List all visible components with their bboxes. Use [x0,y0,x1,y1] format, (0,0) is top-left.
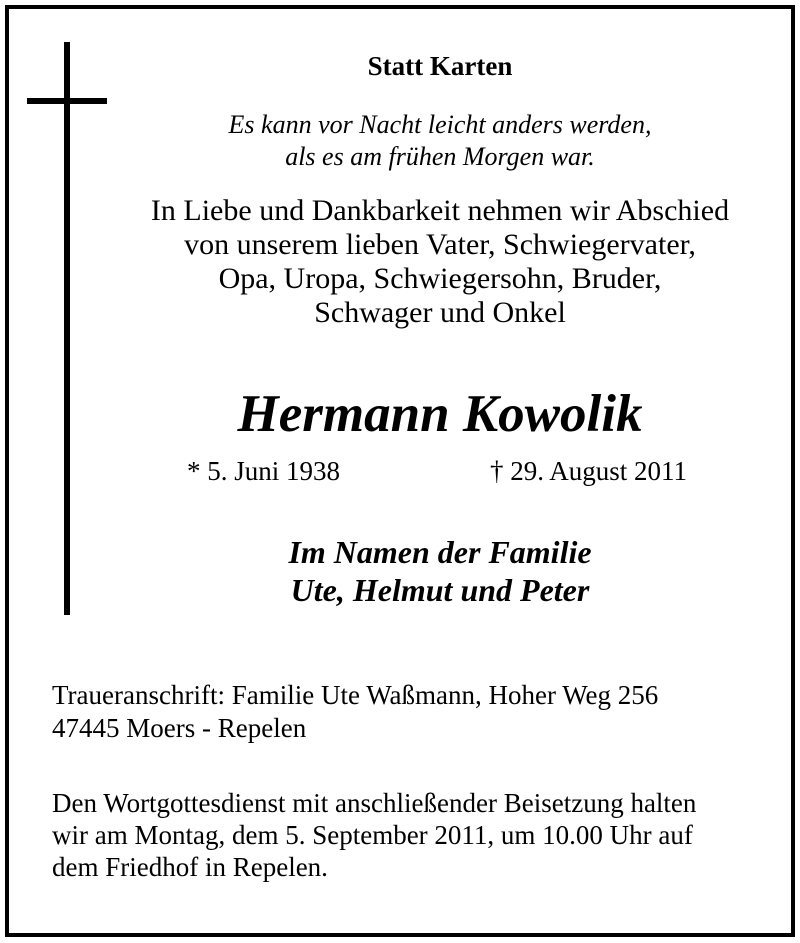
intro-line: von unserem lieben Vater, Schwiegervater, [184,228,696,261]
family-line: Ute, Helmut und Peter [290,572,590,608]
family-line: Im Namen der Familie [288,534,592,570]
cross-icon-crossbar [27,98,107,104]
death-date: † 29. August 2011 [490,456,688,486]
intro-line: In Liebe und Dankbarkeit nehmen wir Abschied [150,194,730,227]
address-line: Traueranschrift: Familie Ute Waßmann, Hoher Weg 256 [52,680,659,710]
intro-line: Schwager und Onkel [314,296,566,329]
intro-text [90,194,790,330]
motto [90,109,790,173]
motto-line: Es kann vor Nacht leicht anders werden, [228,110,652,139]
mourning-address [52,679,658,745]
service-line: dem Friedhof in Repelen. [52,852,328,882]
heading: Statt Karten [367,51,513,81]
intro-line: Opa, Uropa, Schwiegersohn, Bruder, [218,262,662,295]
deceased-name: Hermann Kowolik [237,385,643,443]
motto-line: als es am frühen Morgen war. [285,142,595,171]
address-line: 47445 Moers - Repelen [52,713,307,743]
birth-date: * 5. Juni 1938 [187,456,341,486]
family-signature [90,533,790,609]
service-line: wir am Montag, dem 5. September 2011, um 10.00 Uhr auf [52,820,693,850]
service-line: Den Wortgottesdienst mit anschließender Beisetzung halten [52,788,697,818]
cross-icon [64,42,70,615]
service-info [52,787,696,883]
